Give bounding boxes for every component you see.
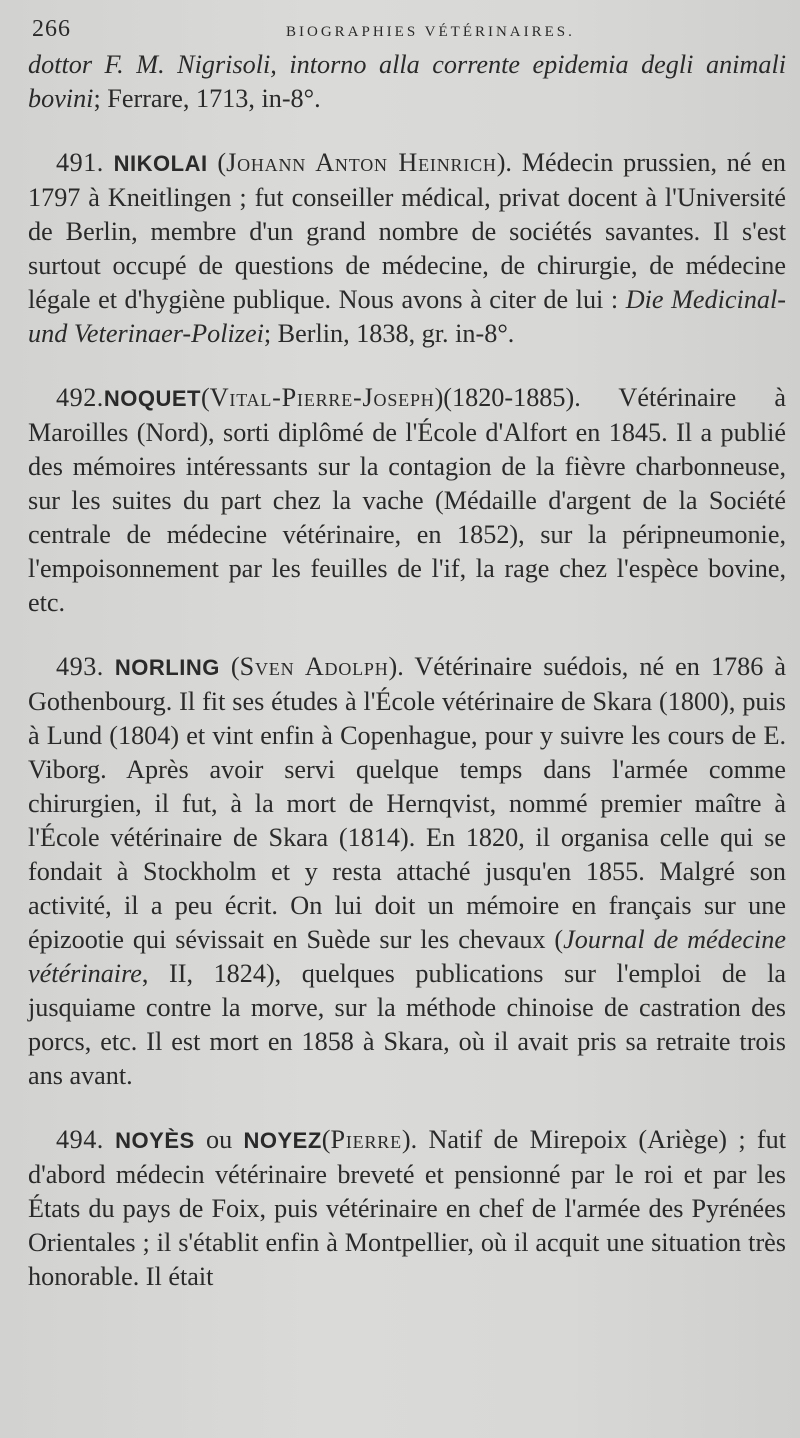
entry-text: ). Médecin prussien, né en 1797 à Kneitlingen ; fut conseiller médical, privat docent à l'Université de Berlin, membre d'un grand nombre de sociétés savantes. Il s'est surtout occupé de questions de médecine, de chirurgie, de médecine légale et d'hygiène publique. Nous avons à citer de lui :	[28, 148, 787, 314]
continued-work-title: dottor F. M. Nigrisoli, intorno alla corrente epidemia degli animali bovini	[28, 50, 786, 113]
entry-494: 494. NOYÈS ou NOYEZ(Pierre). Natif de Mirepoix (Ariège) ; fut d'abord médecin vétérinaire breveté et pensionné par le roi et par les États du pays de Foix, puis vétérinaire en chef de l'armée des Pyrénées Orientales ; il s'établit enfin à Montpellier, où il acquit une situation très honorable. Il était	[28, 1125, 787, 1291]
entry-given-names: Pierre	[330, 1125, 402, 1154]
page-body	[28, 48, 786, 1294]
entry-conjunction: ou	[194, 1125, 244, 1154]
entry-given-names: Johann Anton Heinrich	[226, 148, 497, 177]
entry-number: 492.	[56, 383, 104, 412]
page-number: 266	[32, 16, 71, 42]
entry-text: ). Vétérinaire suédois, né en 1786 à Gothenbourg. Il fit ses études à l'École vétérinaire de Skara (1800), puis à Lund (1804) et vint enfin à Copenhague, pour y suivre les cours de E. Viborg. Après avoir servi quelque temps dans l'armée comme chirurgien, il fut, à la mort de Hernqvist, nommé premier maître à l'École vétérinaire de Skara (1814). En 1820, il organisa celle qui se fondait à Stockholm et y resta attaché jusqu'en 1855. Malgré son activité, il a peu écrit. On lui doit un mémoire en français sur une épizootie qui sévissait en Suède sur les chevaux (	[28, 652, 786, 954]
continuation-paragraph	[28, 48, 786, 116]
entry-number: 491.	[56, 148, 104, 177]
entry-number: 493.	[56, 652, 104, 681]
running-title: BIOGRAPHIES VÉTÉRINAIRES.	[286, 24, 575, 40]
entry-text-continued: ; Berlin, 1838, gr. in-8°.	[263, 319, 515, 348]
entry-493: 493. NORLING (Sven Adolph). Vétérinaire suédois, né en 1786 à Gothenbourg. Il fit ses études à l'École vétérinaire de Skara (1800), puis à Lund (1804) et vint enfin à Copenhague, pour y suivre les cours de E. Viborg. Après avoir servi quelque temps dans l'armée comme chirurgien, il fut, à la mort de Hernqvist, nommé premier maître à l'École vétérinaire de Skara (1814). En 1820, il organisa celle qui se fondait à Stockholm et y resta attaché jusqu'en 1855. Malgré son activité, il a peu écrit. On lui doit un mémoire en français sur une épizootie qui sévissait en Suède sur les chevaux (Journal de médecine vétérinaire, II, 1824), quelques publications sur l'emploi de la jusquiame contre la morve, sur la méthode chinoise de castration des porcs, etc. Il est mort en 1858 à Skara, où il avait pris sa retraite trois ans avant.	[28, 652, 786, 1090]
entry-number: 494.	[56, 1125, 104, 1154]
entry-text-continued: , II, 1824), quelques publications sur l'emploi de la jusquiame contre la morve, sur la méthode chinoise de castration des porcs, etc. Il est mort en 1858 à Skara, où il avait pris sa retraite trois ans avant.	[28, 959, 786, 1090]
entry-given-names: Sven Adolph	[239, 652, 389, 681]
entry-cited-work: Journal de médecine vétérinaire	[28, 925, 786, 988]
entry-name: NIKOLAI	[113, 151, 208, 176]
entry-name: NOQUET	[103, 386, 201, 411]
entry-text: ). Natif de Mirepoix (Ariège) ; fut d'abord médecin vétérinaire breveté et pensionné par le roi et par les États du pays de Foix, puis vétérinaire en chef de l'armée des Pyrénées Orientales ; il s'établit enfin à Montpellier, où il acquit une situation très honorable. Il était	[28, 1125, 787, 1291]
running-head	[28, 12, 786, 48]
entry-name-variant: NOYEZ	[243, 1128, 322, 1153]
entry-name: NOYÈS	[115, 1128, 195, 1153]
entry-text: )(1820-1885). Vétérinaire à Maroilles (Nord), sorti diplômé de l'École d'Alfort en 1845. Il a publié des mémoires intéressants sur la contagion de la fièvre charbonneuse, sur les suites du part chez la vache (Médaille d'argent de la Société centrale de médecine vétérinaire, en 1852), sur la péripneumonie, l'empoisonnement par les feuilles de l'if, la rage chez l'espèce bovine, etc.	[28, 383, 786, 617]
entry-name: NORLING	[114, 655, 220, 680]
entry-491: 491. NIKOLAI (Johann Anton Heinrich). Médecin prussien, né en 1797 à Kneitlingen ; fut conseiller médical, privat docent à l'Université de Berlin, membre d'un grand nombre de sociétés savantes. Il s'est surtout occupé de questions de médecine, de chirurgie, de médecine légale et d'hygiène publique. Nous avons à citer de lui : Die Medicinal-und Veterinaer-Polizei; Berlin, 1838, gr. in-8°.	[28, 148, 787, 348]
entry-cited-work: Die Medicinal-und Veterinaer-Polizei	[28, 285, 787, 348]
entry-492: 492.NOQUET(Vital-Pierre-Joseph)(1820-1885). Vétérinaire à Maroilles (Nord), sorti diplômé de l'École d'Alfort en 1845. Il a publié des mémoires intéressants sur la contagion de la fièvre charbonneuse, sur les suites du part chez la vache (Médaille d'argent de la Société centrale de médecine vétérinaire, en 1852), sur la péripneumonie, l'empoisonnement par les feuilles de l'if, la rage chez l'espèce bovine, etc.	[28, 383, 786, 617]
continuation-rest: ; Ferrare, 1713, in-8°.	[93, 84, 321, 113]
entry-given-names: Vital-Pierre-Joseph	[209, 383, 435, 412]
